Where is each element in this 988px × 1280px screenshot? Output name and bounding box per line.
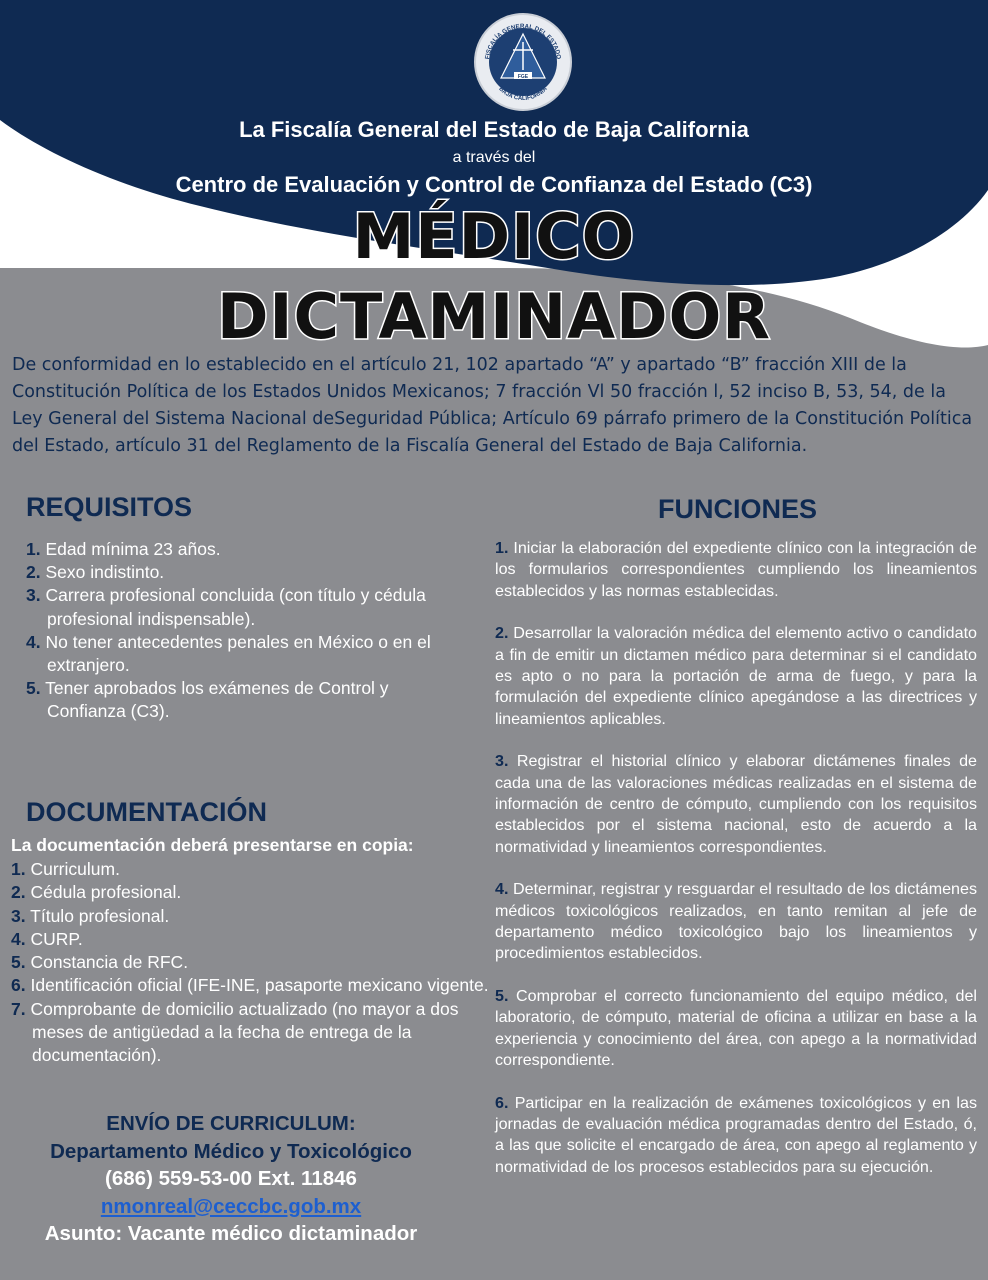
funcion-item-text: Desarrollar la valoración médica del elemento activo o candidato a fin de emitir un dictamen médico para determinar si el candidato es apto o no para la portación de arma de fuego, y para la formulación del expediente clínico apegándose a las directrices y lineamientos aplicables.	[495, 624, 977, 728]
requisito-item-number: 5.	[26, 678, 41, 699]
title-line-2: DICTAMINADOR	[216, 280, 772, 353]
contact-title: ENVÍO DE CURRICULUM:	[106, 1112, 356, 1135]
funcion-item-text: Registrar el historial clínico y elaborar dictámenes finales de cada una de las valoraciones médicas realizadas en el sistema de información de centro de cómputo, cumpliendo con los requisitos establecidos por el sistema nacional, esto de acuerdo a la normatividad y lineamientos correspondientes.	[495, 752, 977, 856]
funcion-item-number: 3.	[495, 752, 509, 771]
funcion-item-number: 1.	[495, 539, 509, 557]
documento-item	[11, 928, 489, 951]
documento-item-text: Curriculum.	[30, 859, 120, 879]
documento-item-text: CURP.	[30, 928, 83, 949]
funciones-title: FUNCIONES	[658, 494, 818, 524]
funcion-item-text: Participar en la realización de exámenes toxicológicos y en las jornadas de evaluación médica programadas dentro del Estado, ó, a las que solicite el encargado de área, con apego al reglamento y normatividad de los procesos establecidos para su ejecución.	[495, 1093, 977, 1176]
funcion-item-number: 2.	[495, 624, 509, 643]
seal-center-text: FGE	[517, 74, 529, 80]
contact-department: Departamento Médico y Toxicológico	[50, 1139, 412, 1163]
documento-item	[11, 974, 489, 997]
requisito-item	[26, 561, 466, 584]
requisito-item-number: 2.	[26, 562, 41, 583]
title-line-1: MÉDICO	[352, 200, 636, 273]
contact-email-link[interactable]: nmonreal@ceccbc.gob.mx	[100, 1194, 362, 1218]
requisito-item-text: Tener aprobados los exámenes de Control y Confianza (C3).	[45, 678, 389, 722]
requisito-item	[26, 584, 466, 630]
documento-item	[11, 905, 489, 928]
funcion-item	[495, 1093, 977, 1178]
requisito-item-text: No tener antecedentes penales en México o en el extranjero.	[45, 631, 431, 676]
documentacion-list	[11, 858, 489, 1068]
documento-item	[11, 881, 489, 904]
documento-item-number: 1.	[11, 859, 26, 879]
contact-phone: (686) 559-53-00 Ext. 11846	[105, 1167, 357, 1190]
requisito-item-number: 3.	[26, 585, 41, 606]
seal-bottom-text: BAJA CALIFORNIA	[497, 86, 549, 103]
funcion-item	[495, 986, 977, 1071]
contact-block	[0, 1110, 462, 1248]
documentacion-title: DOCUMENTACIÓN	[26, 797, 267, 827]
funcion-item	[495, 879, 977, 964]
documento-item-number: 4.	[11, 928, 26, 949]
documento-item-number: 6.	[11, 975, 26, 996]
requisito-item	[26, 677, 466, 723]
requisito-item-text: Edad mínima 23 años.	[45, 539, 221, 559]
funcion-item-text: Determinar, registrar y resguardar el resultado de los dictámenes médicos toxicológicos realizados, en tanto remitan al jefe de departamento médico toxicológico bajo los lineamientos y procedimientos establecidos.	[495, 880, 977, 963]
funciones-list	[495, 538, 977, 1199]
documento-item	[11, 951, 489, 974]
legal-basis-text: De conformidad en lo establecido en el artículo 21, 102 apartado “A” y apartado “B” fracción XIII de la Constitución Política de los Estados Unidos Mexicanos; 7 fracción Vl 50 fracción l, 52 inciso B, 53, 54, de la Ley General del Sistema Nacional deSeguridad Pública; Artículo 69 párrafo primero de la Constitución Política del Estado, artículo 31 del Reglamento de la Fiscalía General del Estado de Baja California.	[12, 355, 973, 456]
header-center: Centro de Evaluación y Control de Confianza del Estado (C3)	[175, 172, 813, 197]
documento-item-number: 3.	[11, 905, 26, 926]
requisito-item-number: 4.	[26, 631, 41, 652]
requisito-item	[26, 538, 466, 561]
requisitos-list	[26, 538, 466, 724]
fge-seal-logo	[473, 12, 573, 112]
funcion-item	[495, 538, 977, 602]
funcion-item-number: 6.	[495, 1093, 509, 1112]
requisitos-title: REQUISITOS	[26, 492, 193, 522]
documento-item-text: Comprobante de domicilio actualizado (no mayor a dos meses de antigüedad a la fecha de entrega de la documentación).	[30, 998, 459, 1066]
funcion-item-text: Iniciar la elaboración del expediente clínico con la integración de los formularios correspondientes cumpliendo los lineamientos establecidos y las normas establecidas.	[495, 539, 977, 600]
requisito-item	[26, 631, 466, 677]
header-institution: La Fiscalía General del Estado de Baja California	[239, 117, 749, 142]
seal-top-text: FISCALÍA GENERAL DEL ESTADO	[484, 22, 562, 60]
requisito-item-text: Carrera profesional concluida (con título y cédula profesional indispensable).	[45, 585, 426, 629]
documentacion-intro: La documentación deberá presentarse en copia:	[11, 835, 414, 855]
funcion-item	[495, 751, 977, 857]
documento-item-text: Constancia de RFC.	[30, 952, 189, 973]
documento-item-number: 5.	[11, 952, 26, 973]
contact-subject: Asunto: Vacante médico dictaminador	[44, 1222, 418, 1245]
documento-item-number: 2.	[11, 882, 26, 903]
header-through: a través del	[452, 149, 536, 166]
documento-item	[11, 858, 489, 881]
funcion-item	[495, 623, 977, 729]
documento-item-text: Cédula profesional.	[30, 882, 182, 903]
documento-item-text: Título profesional.	[30, 905, 170, 926]
documento-item	[11, 998, 489, 1068]
requisito-item-text: Sexo indistinto.	[45, 562, 165, 583]
documento-item-text: Identificación oficial (IFE-INE, pasaporte mexicano vigente.	[30, 975, 489, 996]
funcion-item-number: 5.	[495, 987, 509, 1006]
funcion-item-number: 4.	[495, 880, 509, 899]
documento-item-number: 7.	[11, 998, 26, 1019]
requisito-item-number: 1.	[26, 539, 41, 559]
funcion-item-text: Comprobar el correcto funcionamiento del equipo médico, del laboratorio, de cómputo, material de oficina a utilizar en base a la experiencia y conocimiento del área, con apego a la normatividad correspondiente.	[495, 987, 977, 1069]
